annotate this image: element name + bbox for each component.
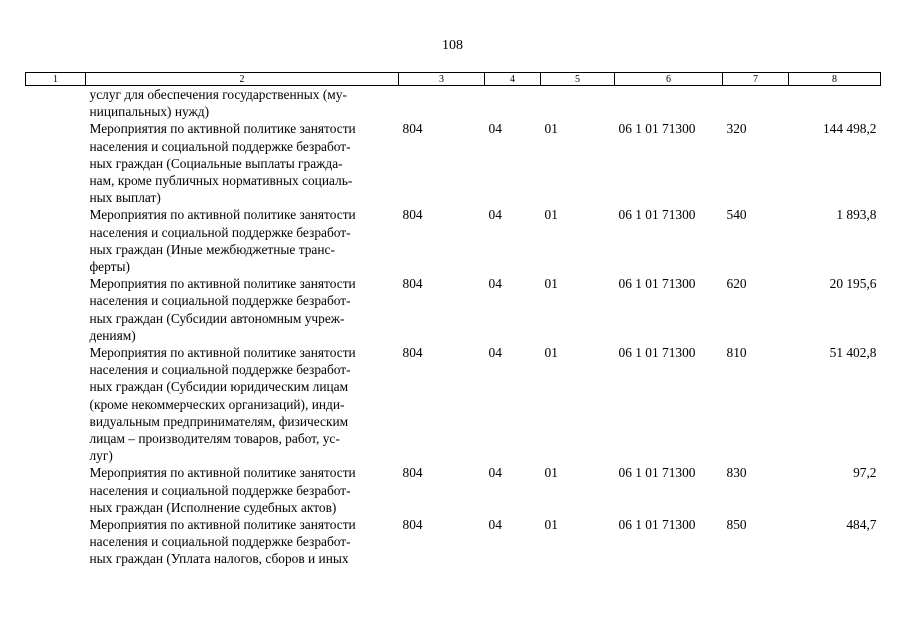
description-line: лицам – производителям товаров, работ, ус- xyxy=(89,431,340,447)
cell-empty xyxy=(399,86,485,121)
header-row xyxy=(26,73,881,86)
description-line: ниципальных) нужд) xyxy=(89,104,210,120)
ministry-code: 804 xyxy=(402,207,423,223)
description-line: луг) xyxy=(89,448,113,464)
description-line: Мероприятия по активной политике занятости xyxy=(89,121,356,137)
description-line: Мероприятия по активной политике занятости xyxy=(89,345,356,361)
target-code: 06 1 01 71300 xyxy=(618,465,696,481)
description-line: нам, кроме публичных нормативных социаль- xyxy=(89,173,353,189)
target-code: 06 1 01 71300 xyxy=(618,121,696,137)
description-line: Мероприятия по активной политике занятости xyxy=(89,207,356,223)
ministry-code: 804 xyxy=(402,517,423,533)
cell-empty xyxy=(26,516,86,568)
description-line: дениям) xyxy=(89,327,136,343)
expense-type-code: 540 xyxy=(726,207,747,223)
section-code: 04 xyxy=(488,121,502,137)
cell-empty xyxy=(26,275,86,344)
section-code: 04 xyxy=(488,465,502,481)
description-line: населения и социальной поддержке безработ- xyxy=(89,293,351,309)
amount: 97,2 xyxy=(853,465,877,481)
section-code: 04 xyxy=(488,345,502,361)
budget-table xyxy=(25,72,881,568)
description-line: населения и социальной поддержке безработ- xyxy=(89,362,351,378)
subsection-code: 01 xyxy=(544,465,558,481)
table-row xyxy=(26,344,881,464)
column-header-5: 5 xyxy=(541,73,615,86)
description-line: услуг для обеспечения государственных (му- xyxy=(89,87,347,102)
description-line: ных граждан (Исполнение судебных актов) xyxy=(89,499,337,515)
table-row xyxy=(26,275,881,344)
expense-type-code: 830 xyxy=(726,465,747,481)
column-header-1: 1 xyxy=(26,73,86,86)
column-header-4: 4 xyxy=(485,73,541,86)
amount: 51 402,8 xyxy=(829,345,877,361)
continuation-row xyxy=(26,86,881,121)
description-line: ных граждан (Субсидии автономным учреж- xyxy=(89,310,345,326)
amount: 20 195,6 xyxy=(829,276,877,292)
table-row xyxy=(26,120,881,206)
expense-type-code: 850 xyxy=(726,517,747,533)
section-code: 04 xyxy=(488,517,502,533)
page-number: 108 xyxy=(442,38,463,53)
target-code: 06 1 01 71300 xyxy=(618,207,696,223)
table-row xyxy=(26,206,881,275)
description-line: ных граждан (Социальные выплаты гражда- xyxy=(89,155,343,171)
section-code: 04 xyxy=(488,207,502,223)
subsection-code: 01 xyxy=(544,121,558,137)
row-description xyxy=(86,464,399,516)
target-code: 06 1 01 71300 xyxy=(618,345,696,361)
cell-empty xyxy=(26,86,86,121)
description-line: ных граждан (Иные межбюджетные транс- xyxy=(89,241,335,257)
column-header-6: 6 xyxy=(615,73,723,86)
continuation-description xyxy=(86,86,399,121)
description-line: (кроме некоммерческих организаций), инди- xyxy=(89,396,345,412)
section-code: 04 xyxy=(488,276,502,292)
ministry-code: 804 xyxy=(402,465,423,481)
subsection-code: 01 xyxy=(544,207,558,223)
description-line: ферты) xyxy=(89,259,130,275)
expense-type-code: 620 xyxy=(726,276,747,292)
column-header-8: 8 xyxy=(789,73,881,86)
column-header-7: 7 xyxy=(723,73,789,86)
description-line: видуальным предпринимателям, физическим xyxy=(89,413,349,429)
amount: 144 498,2 xyxy=(822,121,877,137)
description-line: Мероприятия по активной политике занятости xyxy=(89,465,356,481)
description-line: населения и социальной поддержке безработ- xyxy=(89,482,351,498)
column-header-2: 2 xyxy=(86,73,399,86)
expense-type-code: 810 xyxy=(726,345,747,361)
cell-empty xyxy=(615,86,723,121)
column-number-header xyxy=(26,73,881,86)
amount: 484,7 xyxy=(846,517,877,533)
ministry-code: 804 xyxy=(402,345,423,361)
description-line: ных граждан (Субсидии юридическим лицам xyxy=(89,379,349,395)
cell-empty xyxy=(723,86,789,121)
target-code: 06 1 01 71300 xyxy=(618,276,696,292)
cell-empty xyxy=(541,86,615,121)
cell-empty xyxy=(26,344,86,464)
table-row xyxy=(26,516,881,568)
row-description xyxy=(86,120,399,206)
row-description xyxy=(86,516,399,568)
cell-empty xyxy=(26,464,86,516)
description-line: ных выплат) xyxy=(89,190,161,206)
description-line: населения и социальной поддержке безработ- xyxy=(89,138,351,154)
row-description xyxy=(86,344,399,464)
ministry-code: 804 xyxy=(402,276,423,292)
amount: 1 893,8 xyxy=(836,207,877,223)
subsection-code: 01 xyxy=(544,276,558,292)
cell-empty xyxy=(789,86,881,121)
subsection-code: 01 xyxy=(544,345,558,361)
expense-type-code: 320 xyxy=(726,121,747,137)
table-body xyxy=(26,86,881,568)
row-description xyxy=(86,275,399,344)
subsection-code: 01 xyxy=(544,517,558,533)
cell-empty xyxy=(26,206,86,275)
ministry-code: 804 xyxy=(402,121,423,137)
description-line: населения и социальной поддержке безработ- xyxy=(89,534,351,550)
description-line: ных граждан (Уплата налогов, сборов и иных xyxy=(89,551,349,567)
target-code: 06 1 01 71300 xyxy=(618,517,696,533)
description-line: Мероприятия по активной политике занятости xyxy=(89,276,356,292)
cell-empty xyxy=(485,86,541,121)
table-row xyxy=(26,464,881,516)
cell-empty xyxy=(26,120,86,206)
column-header-3: 3 xyxy=(399,73,485,86)
row-description xyxy=(86,206,399,275)
description-line: населения и социальной поддержке безработ- xyxy=(89,224,351,240)
description-line: Мероприятия по активной политике занятости xyxy=(89,517,356,533)
